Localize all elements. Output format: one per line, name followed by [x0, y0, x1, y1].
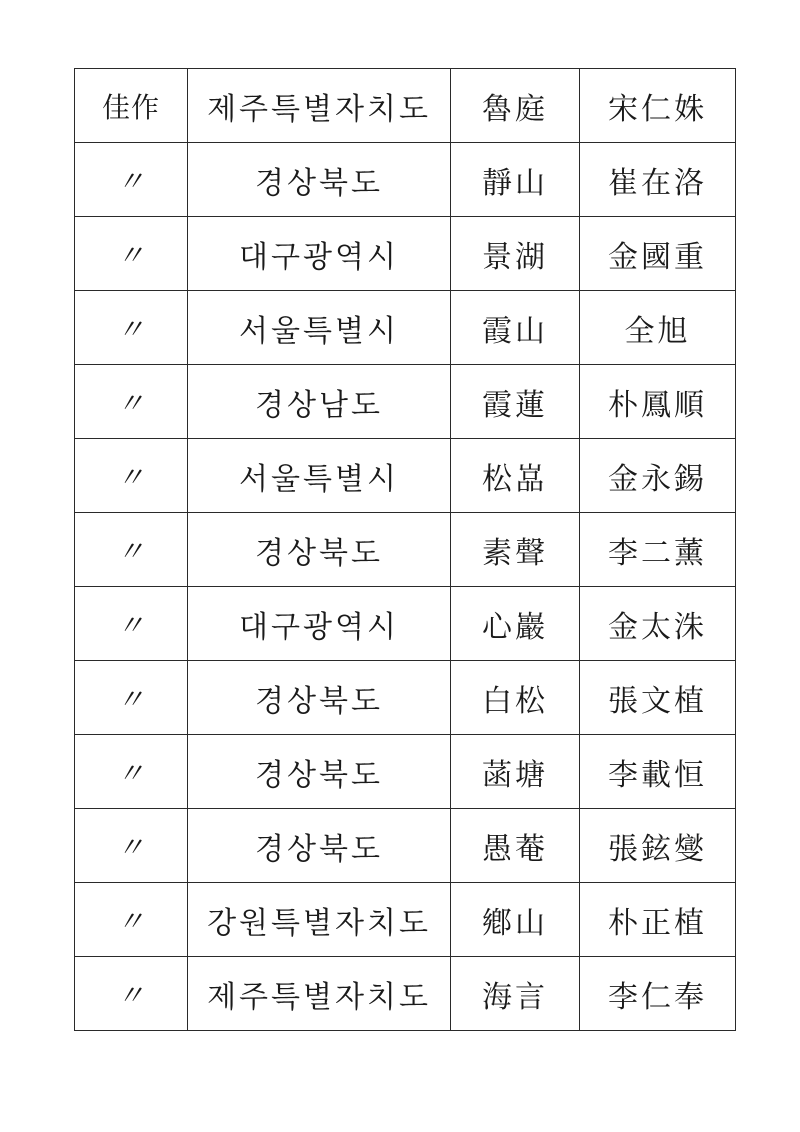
- region-cell: 제주특별자치도: [188, 69, 451, 143]
- pen-name-cell: 霞蓮: [451, 365, 580, 439]
- pen-name-cell: 鄕山: [451, 883, 580, 957]
- awards-table: [74, 68, 736, 1031]
- award-cell: 佳作: [75, 69, 188, 143]
- name-cell: 張文植: [580, 661, 736, 735]
- table-row: [75, 661, 736, 735]
- name-cell: 朴鳳順: [580, 365, 736, 439]
- region-cell: 경상북도: [188, 143, 451, 217]
- table-row: [75, 143, 736, 217]
- region-cell: 경상북도: [188, 809, 451, 883]
- pen-name-cell: 愚菴: [451, 809, 580, 883]
- name-cell: 金國重: [580, 217, 736, 291]
- name-cell: 李仁奉: [580, 957, 736, 1031]
- table-row: [75, 513, 736, 587]
- table-row: [75, 735, 736, 809]
- award-cell: 〃: [75, 439, 188, 513]
- pen-name-cell: 景湖: [451, 217, 580, 291]
- pen-name-cell: 霞山: [451, 291, 580, 365]
- name-cell: 全旭: [580, 291, 736, 365]
- pen-name-cell: 心巖: [451, 587, 580, 661]
- region-cell: 제주특별자치도: [188, 957, 451, 1031]
- table-row: [75, 217, 736, 291]
- table-row: [75, 69, 736, 143]
- award-cell: 〃: [75, 291, 188, 365]
- pen-name-cell: 靜山: [451, 143, 580, 217]
- award-cell: 〃: [75, 883, 188, 957]
- award-cell: 〃: [75, 365, 188, 439]
- award-cell: 〃: [75, 661, 188, 735]
- pen-name-cell: 海言: [451, 957, 580, 1031]
- region-cell: 경상북도: [188, 513, 451, 587]
- pen-name-cell: 白松: [451, 661, 580, 735]
- award-cell: 〃: [75, 957, 188, 1031]
- region-cell: 경상남도: [188, 365, 451, 439]
- award-cell: 〃: [75, 513, 188, 587]
- region-cell: 대구광역시: [188, 587, 451, 661]
- region-cell: 강원특별자치도: [188, 883, 451, 957]
- table-row: [75, 883, 736, 957]
- region-cell: 경상북도: [188, 735, 451, 809]
- awards-table-body: [75, 69, 736, 1031]
- award-cell: 〃: [75, 587, 188, 661]
- name-cell: 李二薰: [580, 513, 736, 587]
- name-cell: 張鉉燮: [580, 809, 736, 883]
- award-cell: 〃: [75, 217, 188, 291]
- table-row: [75, 957, 736, 1031]
- region-cell: 경상북도: [188, 661, 451, 735]
- table-row: [75, 587, 736, 661]
- award-cell: 〃: [75, 809, 188, 883]
- pen-name-cell: 魯庭: [451, 69, 580, 143]
- region-cell: 대구광역시: [188, 217, 451, 291]
- name-cell: 金太洙: [580, 587, 736, 661]
- pen-name-cell: 菡塘: [451, 735, 580, 809]
- table-row: [75, 291, 736, 365]
- pen-name-cell: 素聲: [451, 513, 580, 587]
- table-row: [75, 365, 736, 439]
- region-cell: 서울특별시: [188, 439, 451, 513]
- name-cell: 金永錫: [580, 439, 736, 513]
- award-cell: 〃: [75, 143, 188, 217]
- pen-name-cell: 松嵓: [451, 439, 580, 513]
- table-row: [75, 809, 736, 883]
- region-cell: 서울특별시: [188, 291, 451, 365]
- award-cell: 〃: [75, 735, 188, 809]
- name-cell: 崔在洛: [580, 143, 736, 217]
- name-cell: 宋仁姝: [580, 69, 736, 143]
- table-row: [75, 439, 736, 513]
- name-cell: 李載恒: [580, 735, 736, 809]
- name-cell: 朴正植: [580, 883, 736, 957]
